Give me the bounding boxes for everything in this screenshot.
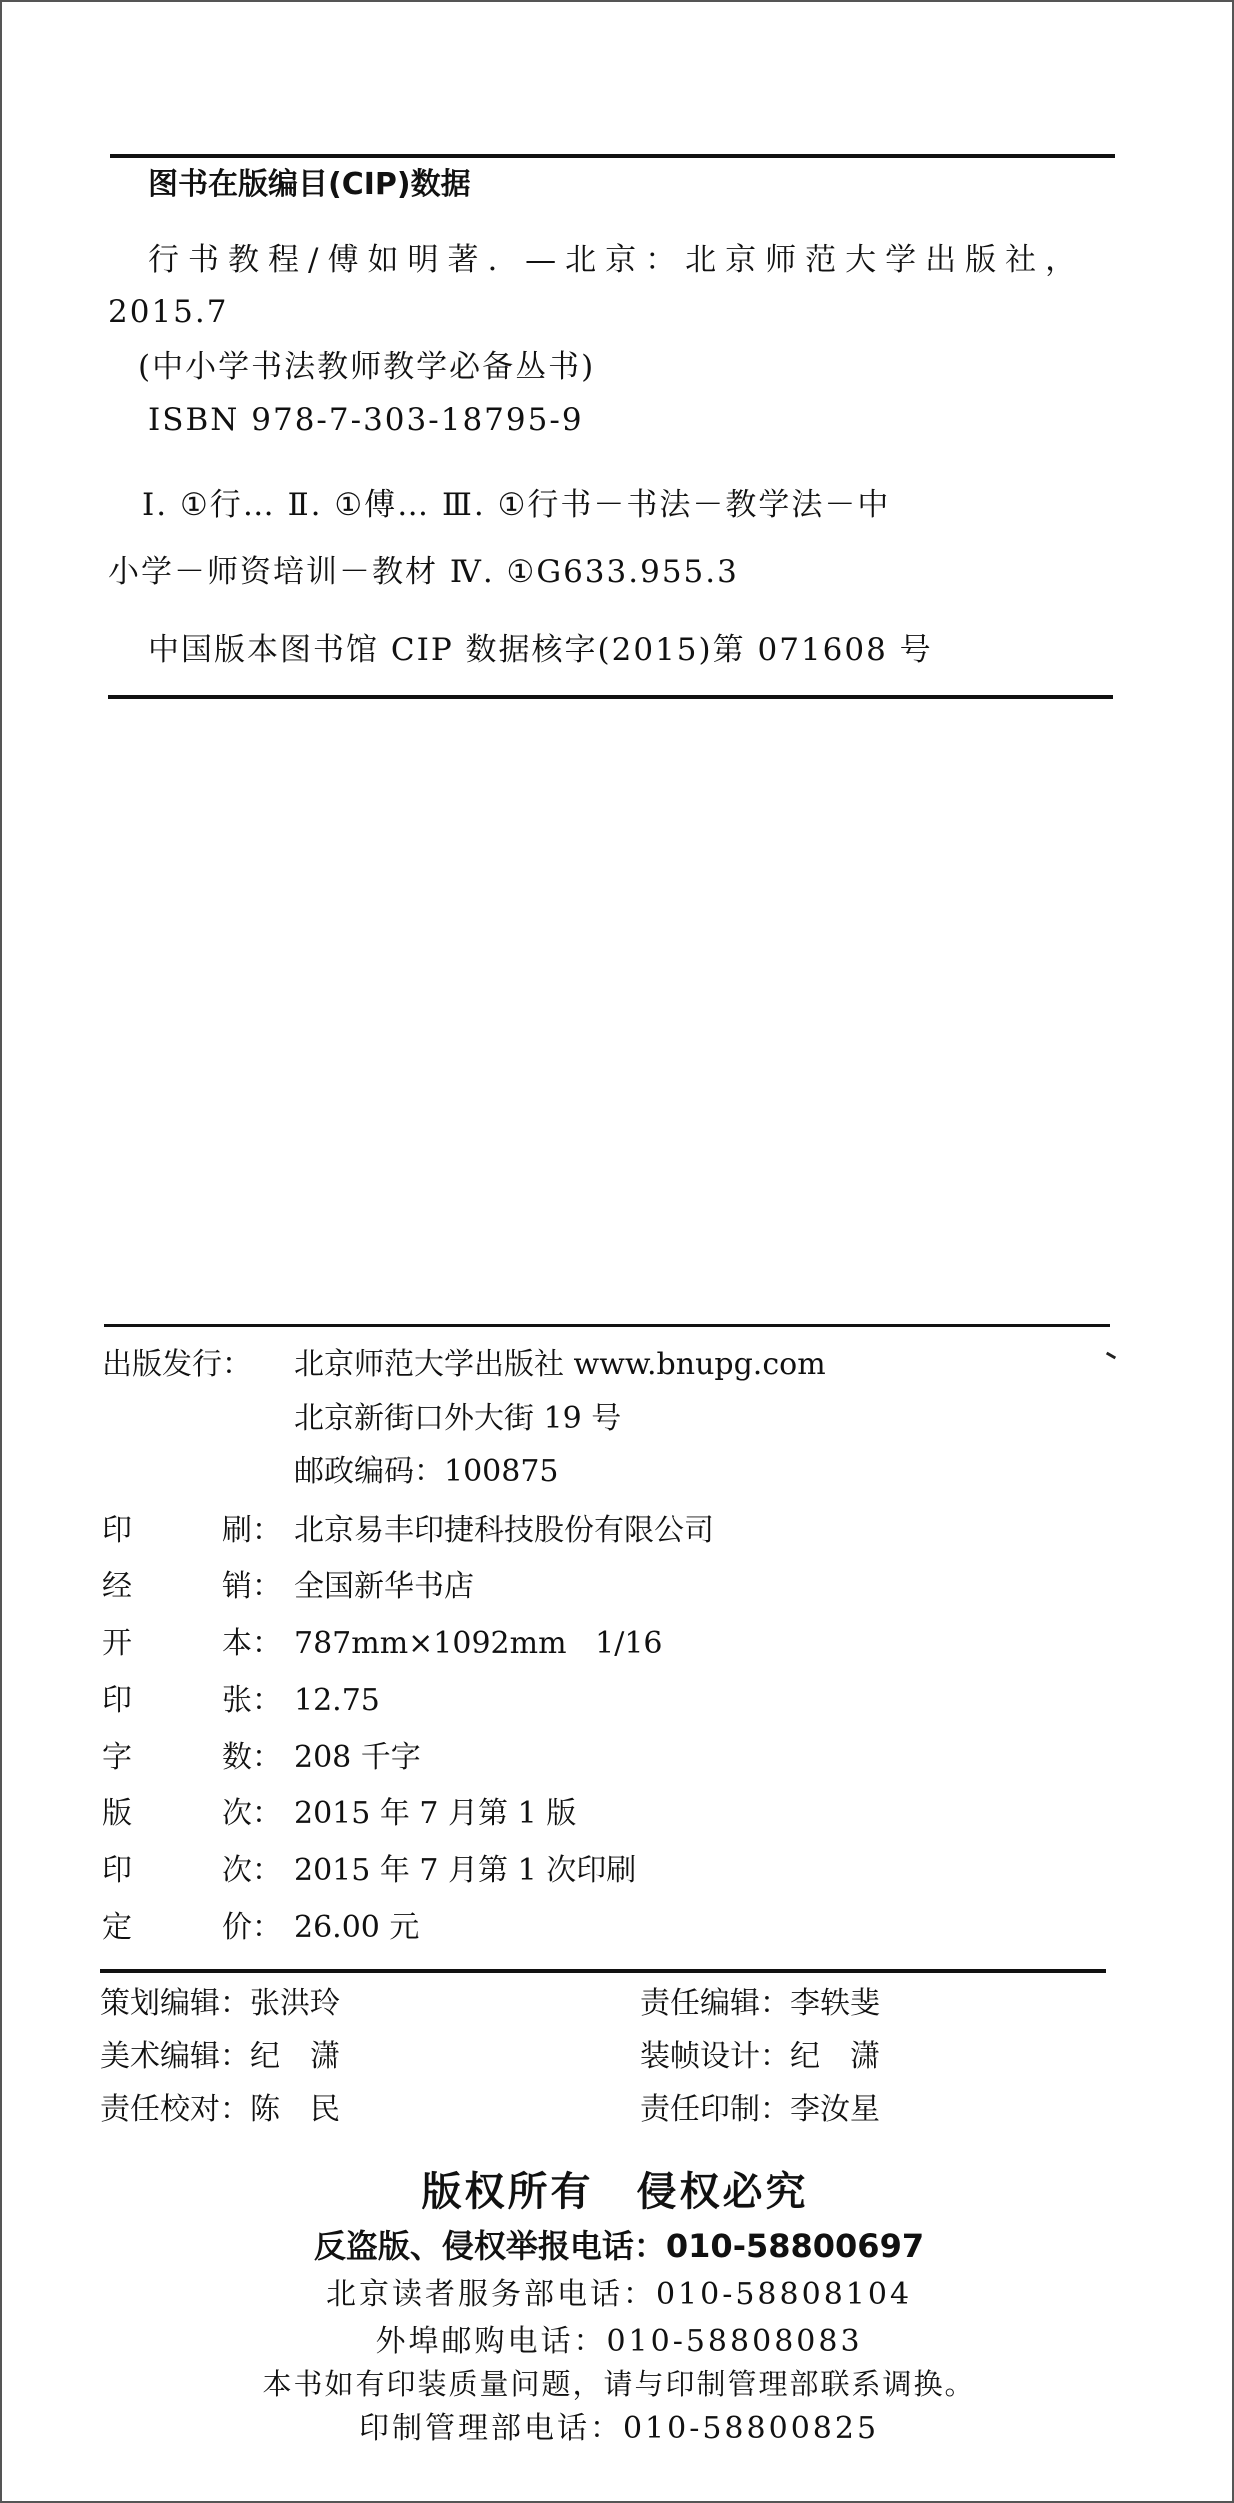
cip-bottom-rule — [108, 695, 1113, 699]
price-value: 26.00 元 — [294, 1910, 420, 1945]
row-label-b: 价： — [222, 1910, 282, 1945]
row-label-a: 定 — [102, 1910, 132, 1945]
quality-notice: 本书如有印装质量问题，请与印制管理部联系调换。 — [262, 2367, 976, 2401]
row-label-b: 刷： — [222, 1513, 282, 1548]
row-label-b: 本： — [222, 1626, 282, 1661]
publisher-label: 出版发行： — [102, 1347, 252, 1382]
staff-print-supervisor — [640, 2092, 880, 2127]
row-label-a: 印 — [102, 1853, 132, 1888]
row-label-a: 版 — [102, 1796, 132, 1831]
publisher-address: 北京新街口外大街 19 号 — [294, 1401, 622, 1436]
printer-value: 北京易丰印捷科技股份有限公司 — [294, 1513, 714, 1548]
printing-row — [102, 1853, 637, 1888]
staff-label: 责任校对： — [100, 2092, 250, 2127]
mail-order-phone: 外埠邮购电话：010-58808083 — [375, 2324, 863, 2359]
distributor-row — [102, 1569, 474, 1604]
price-row — [102, 1910, 420, 1945]
staff-label: 策划编辑： — [100, 1986, 250, 2021]
row-label-a: 字 — [102, 1740, 132, 1775]
publisher-row — [102, 1347, 826, 1382]
publisher-postcode: 邮政编码：100875 — [294, 1454, 559, 1489]
publisher-value: 北京师范大学出版社 www.bnupg.com — [294, 1347, 826, 1382]
staff-value: 陈 民 — [250, 2092, 340, 2127]
printing-value: 2015 年 7 月第 1 次印刷 — [294, 1853, 637, 1888]
cip-title: 图书在版编目(CIP)数据 — [148, 167, 471, 202]
word-count-row — [102, 1740, 421, 1775]
edition-value: 2015 年 7 月第 1 版 — [294, 1796, 577, 1831]
row-label-b: 次： — [222, 1796, 282, 1831]
row-label-a: 经 — [102, 1569, 132, 1604]
print-dept-phone: 印制管理部电话：010-58800825 — [358, 2411, 880, 2446]
staff-value: 纪 潇 — [790, 2039, 880, 2074]
row-label-a: 开 — [102, 1626, 132, 1661]
stray-print-mark — [1106, 1352, 1116, 1360]
row-label-a: 印 — [102, 1513, 132, 1548]
format-value: 787mm×1092mm 1/16 — [294, 1626, 663, 1661]
staff-label: 装帧设计： — [640, 2039, 790, 2074]
staff-art-editor — [100, 2039, 340, 2074]
postcode-row — [294, 1454, 559, 1489]
publication-top-rule — [104, 1324, 1110, 1327]
row-label-b: 数： — [222, 1740, 282, 1775]
staff-planning-editor — [100, 1986, 340, 2021]
printer-row — [102, 1513, 714, 1548]
cip-classification-line-2: 小学－师资培训－教材 Ⅳ. ①G633.955.3 — [108, 554, 739, 590]
staff-value: 张洪玲 — [250, 1986, 340, 2021]
cip-top-rule — [110, 154, 1115, 158]
row-label-a: 印 — [102, 1683, 132, 1718]
distributor-value: 全国新华书店 — [294, 1569, 474, 1604]
sheets-row — [102, 1683, 380, 1718]
cip-verification-number: 中国版本图书馆 CIP 数据核字(2015)第 071608 号 — [148, 632, 933, 668]
publication-bottom-rule — [100, 1969, 1106, 1973]
format-row — [102, 1626, 663, 1661]
cip-publication-date: 2015.7 — [108, 294, 229, 330]
cip-classification-line-1: Ⅰ. ①行… Ⅱ. ①傅… Ⅲ. ①行书－书法－教学法－中 — [142, 487, 891, 523]
reader-service-phone: 北京读者服务部电话：010-58808104 — [325, 2277, 913, 2312]
cip-series: (中小学书法教师教学必备丛书) — [138, 349, 596, 385]
staff-value: 纪 潇 — [250, 2039, 340, 2074]
cip-bibliographic-line: 行书教程/傅如明著. —北京：北京师范大学出版社， — [148, 242, 1086, 278]
address-row — [294, 1401, 622, 1436]
antipiracy-hotline: 反盗版、侵权举报电话：010-58800697 — [313, 2227, 925, 2265]
word-count-value: 208 千字 — [294, 1740, 421, 1775]
sheets-value: 12.75 — [294, 1683, 380, 1718]
cip-isbn: ISBN 978-7-303-18795-9 — [148, 402, 584, 438]
staff-label: 责任编辑： — [640, 1986, 790, 2021]
row-label-b: 销： — [222, 1569, 282, 1604]
edition-row — [102, 1796, 577, 1831]
staff-label: 责任印制： — [640, 2092, 790, 2127]
staff-value: 李轶斐 — [790, 1986, 880, 2021]
row-label-b: 次： — [222, 1853, 282, 1888]
row-label-b: 张： — [222, 1683, 282, 1718]
staff-value: 李汝星 — [790, 2092, 880, 2127]
staff-responsible-editor — [640, 1986, 880, 2021]
staff-binding-design — [640, 2039, 880, 2074]
copyright-heading: 版权所有 侵权必究 — [421, 2169, 809, 2215]
staff-proofreader — [100, 2092, 340, 2127]
staff-label: 美术编辑： — [100, 2039, 250, 2074]
